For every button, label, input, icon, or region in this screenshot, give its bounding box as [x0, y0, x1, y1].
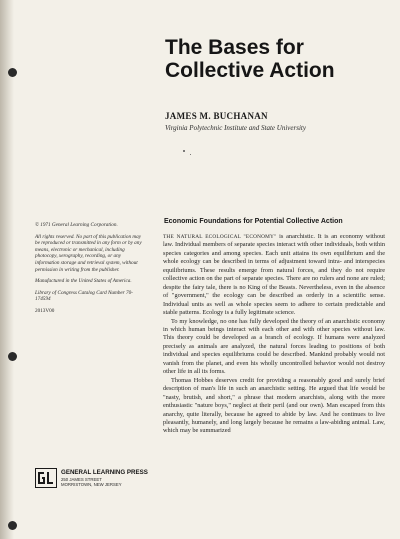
- body-text: [163, 233, 385, 436]
- publisher-address-line-2: MORRISTOWN, NEW JERSEY: [61, 482, 122, 488]
- library-catalog-note: Library of Congress Catalog Card Number 70-174594: [35, 289, 133, 303]
- publisher-logo-icon: [35, 468, 57, 488]
- page-edge-shadow: [0, 0, 14, 539]
- publisher-name: GENERAL LEARNING PRESS: [61, 469, 148, 476]
- copyright-sidebar: [35, 222, 145, 320]
- binder-hole-middle: [8, 352, 17, 361]
- paragraph-3: Thomas Hobbes deserves credit for providing a reasonably good and surely brief description of man's life in such an anarchistic setting. He argued that life would be "nasty, brutish, and short," a phrase that modern anarchists, along with the more enthusiastic "nature boys," neglect at their peril (and our own). Man escaped from this anarchy, quite literally, because he agreed to abide by law. And he continues to live pleasantly, humanely, and long largely because he remains a law-abiding animal. Law, which may be summarized: [163, 376, 385, 435]
- binder-hole-bottom: [8, 521, 17, 530]
- paragraph-2: To my knowledge, no one has fully developed the theory of an anarchistic economy in which human beings interact with each other and with other species without law. This theory could be developed as a branch of ecology. If humans were analyzed precisely as animals are analyzed, the natural forces leading to positions of both individual and species equilibriums could be described. Mankind probably would not vanish from the planet, and even his wholly uncontrolled behavior would not destroy other life in all its forms.: [163, 317, 385, 376]
- rights-notice: All rights reserved. No part of this publication may be reproduced or transmitted in any form or by any means, electronic or mechanical, including photocopy, xerography, recording, or any information storage and retrieval system, without permission in writing from the publisher.: [35, 233, 142, 273]
- print-code: 2013V00: [35, 307, 55, 314]
- manufactured-note: Manufactured in the United States of America.: [35, 278, 132, 285]
- print-speck: [183, 150, 185, 152]
- author-name: JAMES M. BUCHANAN: [165, 111, 268, 121]
- publisher-block: [35, 468, 165, 496]
- copyright-line: © 1971 General Learning Corporation.: [35, 222, 118, 228]
- paragraph-1-lead: THE NATURAL ECOLOGICAL "ECONOMY": [163, 234, 277, 240]
- paragraph-1-text: is anarchistic. It is an economy without law. Individual members of separate species interact with other individuals, both within species categories and among species. Each unit attains its own equilibrium and the whole ecology can be described in terms of adjustment toward intra- and interspecies equilibriums. These results emerge from natural forces, and they do not require collective action on the part of separate species. There are no rulers and none are ruled; despite the fairy tale, there is no King of the Beasts. Nevertheless, even in the absence of "government," the ecology can be described as orderly in a scientific sense. Individual units as well as whole species seem to adhere to certain predictable and stable patterns. Ecology is a fully legitimate science.: [163, 233, 385, 317]
- page-title: [165, 36, 385, 82]
- title-line-2: Collective Action: [165, 59, 335, 82]
- paragraph-1: [163, 233, 385, 318]
- print-speck: [190, 154, 191, 155]
- binder-hole-top: [8, 68, 17, 77]
- publisher-address: [61, 477, 122, 488]
- author-affiliation: Virginia Polytechnic Institute and State University: [165, 124, 306, 132]
- section-heading: Economic Foundations for Potential Collective Action: [164, 218, 343, 225]
- title-line-1: The Bases for: [165, 36, 304, 59]
- publisher-address-line-1: 250 JAMES STREET: [61, 477, 102, 482]
